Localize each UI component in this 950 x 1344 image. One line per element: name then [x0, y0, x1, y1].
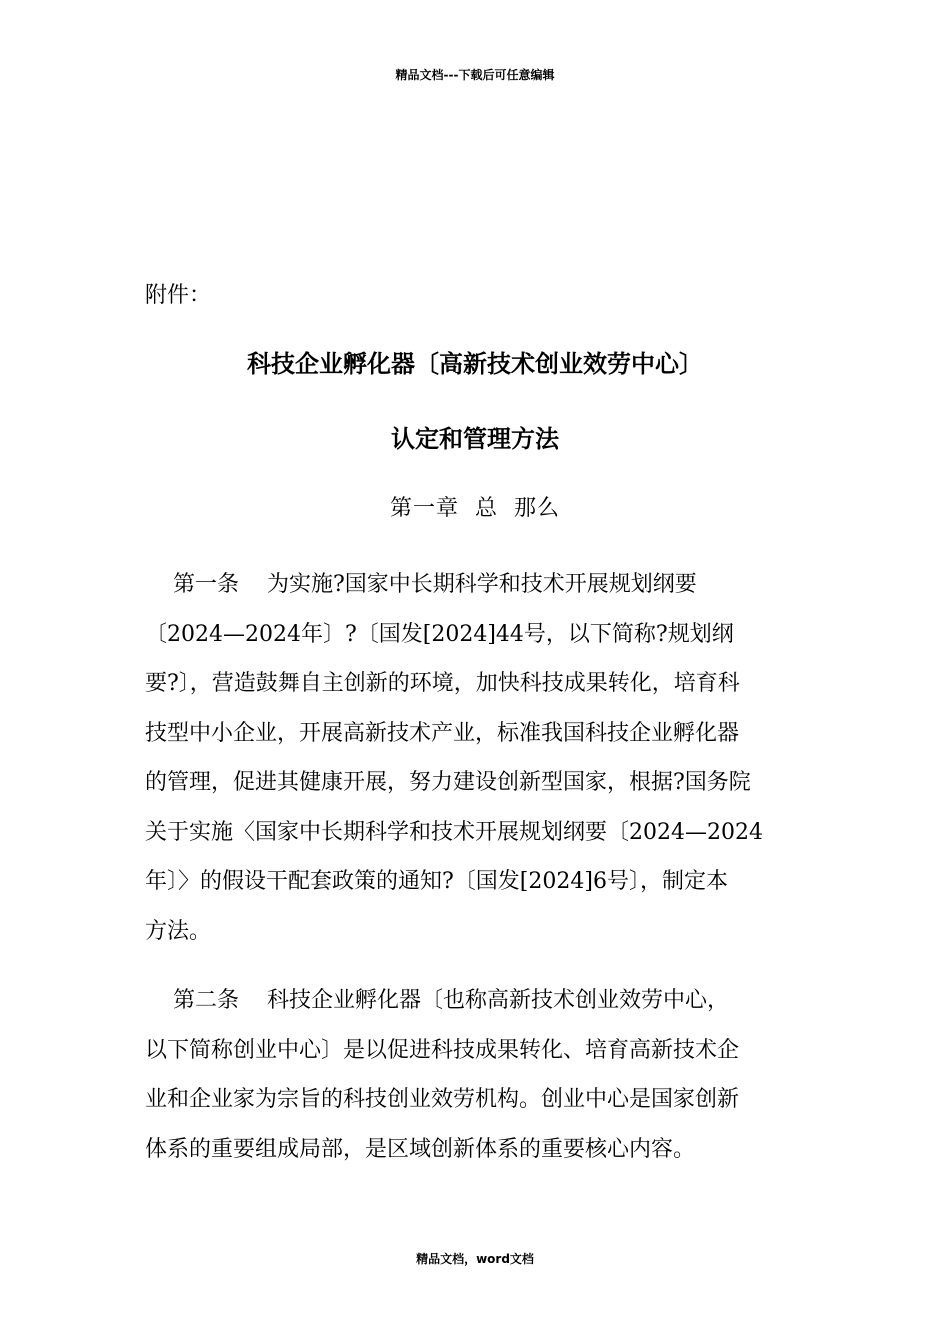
article-line: 〔2024—2024年〕?〔国发[2024]44号，以下简称?规划纲 [145, 621, 734, 647]
article-line: 年〕〉的假设干配套政策的通知?〔国发[2024]6号〕，制定本 [145, 869, 728, 894]
article-line: 要?〕，营造鼓舞自主创新的环境，加快科技成果转化，培育科 [145, 671, 740, 696]
article-line: 体系的重要组成局部，是区域创新体系的重要核心内容。 [145, 1136, 696, 1162]
document-title-line-1: 科技企业孵化器〔高新技术创业效劳中心〕 [247, 350, 703, 378]
article-2 [145, 976, 810, 1174]
article-line: 以下简称创业中心〕是以促进科技成果转化、培育高新技术企 [145, 1037, 740, 1063]
article-line: 业和企业家为宗旨的科技创业效劳机构。创业中心是国家创新 [145, 1087, 740, 1112]
article-line: 方法。 [145, 918, 212, 944]
article-line: 技型中小企业，开展高新技术产业，标准我国科技企业孵化器 [145, 720, 740, 746]
article-line: 第一条 为实施?国家中长期科学和技术开展规划纲要 [145, 572, 697, 597]
article-1 [145, 560, 810, 956]
article-line: 第二条 科技企业孵化器〔也称高新技术创业效劳中心， [145, 988, 729, 1013]
attachment-label: 附件： [145, 283, 212, 308]
article-line: 的管理，促进其健康开展，努力建设创新型国家，根据?国务院 [145, 770, 751, 795]
chapter-heading: 第一章 总 那么 [390, 496, 560, 521]
document-title-line-2: 认定和管理方法 [391, 425, 559, 453]
article-line: 关于实施〈国家中长期科学和技术开展规划纲要〔2024—2024 [145, 819, 763, 845]
page-header: 精品文档---下载后可任意编辑 [395, 68, 555, 82]
page-footer: 精品文档，word文档 [416, 1252, 534, 1266]
